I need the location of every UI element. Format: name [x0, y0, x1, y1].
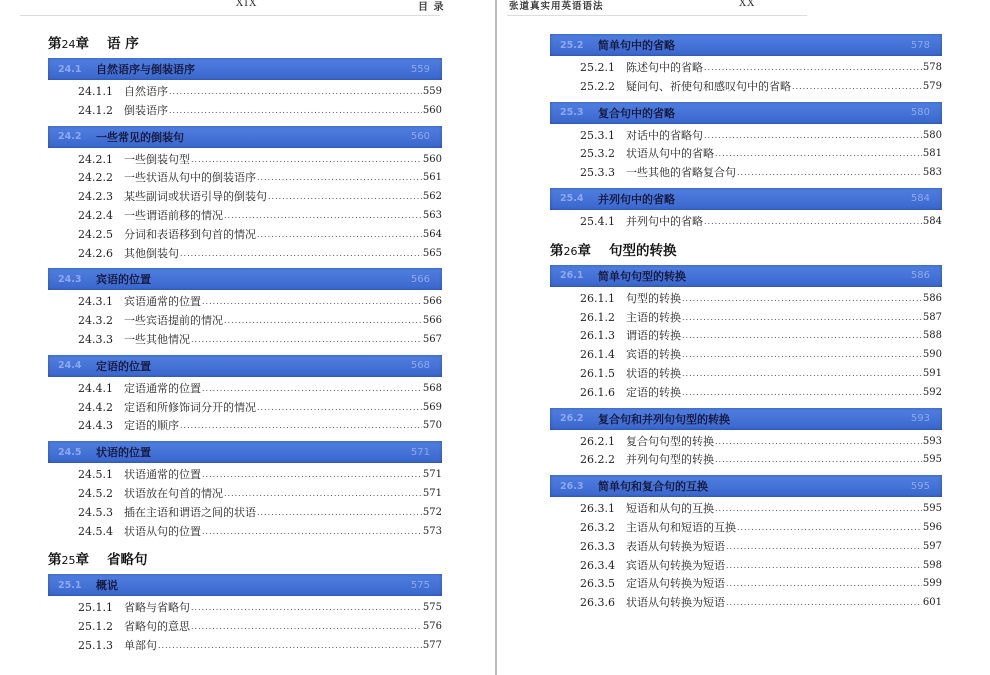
section-number: 26.1 [560, 270, 584, 282]
chapter-number: 26 [563, 244, 578, 258]
entry-title: 表语从句转换为短语 [626, 539, 725, 553]
entry-number: 25.3.2 [580, 147, 615, 161]
dot-leader [169, 102, 422, 121]
entry-title: 谓语的转换 [626, 329, 681, 343]
entry-page: 565 [422, 247, 442, 259]
entry-number: 24.4.1 [78, 381, 113, 395]
entry-title: 定语通常的位置 [124, 381, 201, 395]
toc-entry[interactable] [550, 78, 942, 97]
toc-entry[interactable] [550, 127, 942, 146]
entry-title: 对话中的省略句 [626, 128, 703, 142]
header-rule [507, 15, 807, 16]
toc-entry[interactable] [48, 380, 442, 399]
dot-leader [191, 618, 422, 637]
section-bar[interactable] [48, 574, 442, 596]
entry-title: 主语的转换 [626, 310, 681, 324]
entry-page: 588 [922, 330, 942, 342]
section-page: 571 [410, 446, 430, 458]
toc-entry[interactable] [550, 575, 942, 594]
entry-number: 25.1.3 [78, 638, 113, 652]
dot-leader [257, 399, 422, 418]
entry-number: 25.2.1 [580, 61, 615, 74]
dot-leader [224, 207, 422, 226]
section-bar[interactable] [550, 408, 942, 430]
section-bar[interactable] [48, 268, 442, 290]
dot-leader [682, 365, 922, 384]
entry-number: 24.3.3 [78, 332, 113, 346]
entry-page: 560 [422, 153, 442, 165]
section-page: 566 [410, 273, 430, 285]
toc-entry[interactable] [48, 102, 442, 121]
section-number: 24.4 [58, 360, 82, 372]
dot-leader [726, 594, 922, 613]
entry-page: 591 [922, 367, 942, 379]
entry-page: 598 [922, 559, 942, 571]
dot-leader [202, 523, 422, 542]
entry-title: 其他倒装句 [124, 246, 179, 260]
toc-column [48, 30, 442, 661]
dot-leader [682, 290, 922, 309]
dot-leader [158, 637, 422, 656]
chapter-heading[interactable] [48, 34, 442, 58]
section-bar[interactable] [48, 126, 442, 148]
entry-number: 24.2.2 [78, 171, 113, 185]
entry-number: 25.3.3 [580, 166, 615, 180]
entry-page: 573 [422, 525, 442, 537]
toc-entry[interactable] [550, 384, 942, 403]
toc-entry[interactable] [48, 599, 442, 618]
toc-entry[interactable] [550, 365, 942, 384]
entry-page: 568 [422, 382, 442, 394]
entry-title: 主语从句和短语的互换 [626, 520, 736, 534]
entry-list [48, 290, 442, 354]
entry-title: 宾语从句转换为短语 [626, 558, 725, 572]
entry-page: 590 [922, 349, 942, 361]
entry-page: 559 [422, 86, 442, 97]
chapter-number: 24 [61, 38, 76, 51]
chapter-prefix: 第 [550, 242, 564, 259]
entry-page: 571 [422, 469, 442, 481]
entry-number: 26.1.3 [580, 329, 615, 343]
toc-entry[interactable] [550, 500, 942, 519]
toc-entry[interactable] [48, 207, 442, 226]
section-number: 26.3 [560, 480, 584, 492]
entry-page: 566 [422, 296, 442, 308]
entry-number: 24.5.3 [78, 505, 113, 519]
entry-list [48, 463, 442, 546]
toc-entry[interactable] [550, 594, 942, 613]
entry-title: 句型的转换 [626, 291, 681, 305]
section-number: 25.3 [560, 107, 584, 119]
entry-title: 定语的顺序 [124, 419, 179, 433]
section-number: 25.1 [58, 579, 82, 591]
dot-leader [726, 557, 922, 576]
toc-entry[interactable] [48, 485, 442, 504]
section-page: 568 [410, 360, 430, 372]
entry-page: 570 [422, 420, 442, 432]
section-number: 26.2 [560, 413, 584, 425]
toc-entry[interactable] [48, 188, 442, 207]
chapter-title: 句型的转换 [609, 242, 677, 259]
entry-number: 25.2.2 [580, 79, 615, 93]
entry-number: 26.3.4 [580, 558, 615, 572]
entry-title: 陈述句中的省略 [626, 61, 703, 74]
entry-page: 597 [922, 540, 942, 552]
toc-entry[interactable] [48, 417, 442, 436]
dot-leader [224, 312, 422, 331]
entry-page: 560 [422, 104, 442, 116]
dot-leader [682, 327, 922, 346]
entry-title: 省略句的意思 [124, 620, 190, 634]
dot-leader [257, 226, 422, 245]
right-page [497, 0, 990, 675]
toc-entry[interactable] [550, 557, 942, 576]
section-page: 580 [910, 107, 930, 119]
chapter-suffix: 章 [577, 242, 591, 259]
toc-entry[interactable] [48, 523, 442, 542]
dot-leader [180, 417, 422, 436]
toc-entry[interactable] [550, 213, 942, 232]
dot-leader [191, 599, 422, 618]
entry-number: 24.1.1 [78, 85, 113, 98]
toc-entry[interactable] [48, 83, 442, 102]
entry-page: 583 [922, 167, 942, 179]
toc-entry[interactable] [48, 312, 442, 331]
header-rule [20, 15, 440, 16]
dot-leader [715, 451, 922, 470]
toc-entry[interactable] [48, 399, 442, 418]
entry-title: 状语从句转换为短语 [626, 596, 725, 610]
entry-title: 疑问句、祈使句和感叹句中的省略 [626, 79, 791, 93]
section-title: 自然语序与倒装语序 [96, 63, 195, 76]
entry-number: 24.3.2 [78, 314, 113, 328]
dot-leader [715, 145, 922, 164]
dot-leader [224, 485, 422, 504]
entry-title: 单部句 [124, 638, 157, 652]
entry-page: 562 [422, 191, 442, 203]
dot-leader [202, 380, 422, 399]
dot-leader [257, 504, 422, 523]
toc-entry[interactable] [550, 433, 942, 452]
entry-page: 595 [922, 454, 942, 466]
section-bar[interactable] [48, 58, 442, 80]
dot-leader [726, 538, 922, 557]
dot-leader [726, 575, 922, 594]
entry-title: 自然语序 [124, 85, 168, 98]
entry-page: 581 [922, 148, 942, 160]
entry-number: 26.3.5 [580, 577, 615, 591]
toc-entry[interactable] [48, 245, 442, 264]
toc-entry[interactable] [48, 293, 442, 312]
running-head: 目 录 [418, 2, 445, 13]
entry-page: 580 [922, 129, 942, 141]
section-title: 定语的位置 [96, 359, 151, 373]
entry-page: 593 [922, 435, 942, 447]
section-page: 559 [410, 63, 430, 75]
entry-number: 25.4.1 [580, 214, 615, 228]
entry-number: 25.3.1 [580, 128, 615, 142]
entry-title: 定语和所修饰词分开的情况 [124, 400, 256, 414]
entry-number: 25.1.2 [78, 620, 113, 634]
entry-page: 587 [922, 311, 942, 323]
entry-number: 24.5.4 [78, 524, 113, 538]
section-page: 586 [910, 270, 930, 282]
entry-number: 24.2.1 [78, 152, 113, 166]
section-page: 595 [910, 480, 930, 492]
entry-list [550, 430, 942, 476]
dot-leader [682, 346, 922, 365]
toc-entry[interactable] [550, 519, 942, 538]
toc-entry[interactable] [550, 164, 942, 183]
section-bar[interactable] [550, 475, 942, 497]
entry-number: 24.4.2 [78, 400, 113, 414]
entry-number: 26.2.1 [580, 434, 615, 448]
dot-leader [715, 433, 922, 452]
entry-list [550, 497, 942, 618]
entry-page: 566 [422, 315, 442, 327]
entry-page: 579 [922, 80, 942, 92]
toc-entry[interactable] [48, 226, 442, 245]
section-number: 24.5 [58, 446, 82, 458]
entry-title: 定语从句转换为短语 [626, 577, 725, 591]
entry-title: 一些状语从句中的倒装语序 [124, 171, 256, 185]
dot-leader [268, 188, 422, 207]
section-page: 578 [910, 39, 930, 51]
page-number: XIX [236, 0, 258, 9]
entry-title: 定语的转换 [626, 385, 681, 399]
section-bar[interactable] [550, 34, 942, 56]
entry-title: 省略与省略句 [124, 601, 190, 615]
entry-number: 24.5.2 [78, 486, 113, 500]
entry-number: 24.2.5 [78, 227, 113, 241]
entry-page: 569 [422, 401, 442, 413]
dot-leader [202, 466, 422, 485]
chapter-suffix: 章 [75, 36, 89, 52]
entry-page: 571 [422, 487, 442, 499]
toc-entry[interactable] [550, 145, 942, 164]
entry-list [48, 596, 442, 660]
entry-page: 599 [922, 578, 942, 590]
entry-title: 一些倒装句型 [124, 152, 190, 166]
entry-title: 复合句句型的转换 [626, 434, 714, 448]
entry-number: 24.3.1 [78, 295, 113, 309]
section-title: 一些常见的倒装句 [96, 130, 184, 144]
entry-page: 577 [422, 639, 442, 651]
dot-leader [737, 519, 922, 538]
entry-title: 短语和从句的互换 [626, 502, 714, 516]
section-page: 593 [910, 413, 930, 425]
entry-title: 一些其他的省略复合句 [626, 166, 736, 180]
entry-title: 状语从句中的省略 [626, 147, 714, 161]
entry-page: 596 [922, 521, 942, 533]
entry-list [550, 287, 942, 408]
entry-number: 26.1.2 [580, 310, 615, 324]
entry-number: 24.2.3 [78, 190, 113, 204]
dot-leader [704, 59, 922, 78]
section-bar[interactable] [550, 188, 942, 210]
section-title: 简单句句型的转换 [598, 269, 686, 283]
section-number: 24.3 [58, 273, 82, 285]
chapter-prefix: 第 [48, 36, 62, 52]
dot-leader [169, 83, 422, 102]
entry-title: 一些谓语前移的情况 [124, 208, 223, 222]
section-title: 复合句中的省略 [598, 106, 675, 120]
entry-number: 24.2.4 [78, 208, 113, 222]
entry-number: 26.3.1 [580, 502, 615, 516]
book-title: 张道真实用英语语法 [509, 1, 604, 12]
entry-number: 24.2.6 [78, 246, 113, 260]
entry-list [48, 377, 442, 441]
section-number: 25.2 [560, 39, 584, 51]
entry-number: 26.3.3 [580, 539, 615, 553]
chapter-prefix: 第 [48, 552, 62, 569]
dot-leader [715, 500, 922, 519]
entry-title: 宾语的转换 [626, 348, 681, 362]
section-bar[interactable] [48, 355, 442, 377]
section-title: 状语的位置 [96, 446, 151, 460]
entry-title: 宾语通常的位置 [124, 295, 201, 309]
entry-title: 状语放在句首的情况 [124, 486, 223, 500]
dot-leader [737, 164, 922, 183]
entry-list [48, 148, 442, 269]
entry-number: 26.1.4 [580, 348, 615, 362]
entry-title: 并列句中的省略 [626, 214, 703, 228]
dot-leader [704, 213, 922, 232]
chapter-heading[interactable] [550, 241, 942, 265]
section-page: 575 [410, 579, 430, 591]
entry-title: 插在主语和谓语之间的状语 [124, 505, 256, 519]
section-bar[interactable] [48, 441, 442, 463]
entry-number: 26.1.6 [580, 385, 615, 399]
toc-entry[interactable] [550, 309, 942, 328]
toc-entry[interactable] [48, 466, 442, 485]
toc-entry[interactable] [550, 346, 942, 365]
dot-leader [202, 293, 422, 312]
entry-number: 24.4.3 [78, 419, 113, 433]
entry-page: 578 [922, 62, 942, 73]
section-bar[interactable] [550, 265, 942, 287]
section-title: 宾语的位置 [96, 273, 151, 287]
dot-leader [191, 151, 422, 170]
dot-leader [180, 245, 422, 264]
entry-list [550, 210, 942, 237]
entry-page: 563 [422, 209, 442, 221]
entry-number: 25.1.1 [78, 601, 113, 615]
entry-number: 26.2.2 [580, 453, 615, 467]
section-bar[interactable] [550, 102, 942, 124]
chapter-title: 语 序 [107, 36, 139, 52]
section-title: 简单句中的省略 [598, 39, 675, 52]
entry-page: 586 [922, 292, 942, 304]
dot-leader [682, 309, 922, 328]
section-page: 560 [410, 131, 430, 143]
section-number: 24.1 [58, 63, 82, 75]
dot-leader [704, 127, 922, 146]
section-number: 24.2 [58, 131, 82, 143]
entry-page: 595 [922, 503, 942, 515]
entry-page: 576 [422, 621, 442, 633]
entry-number: 24.5.1 [78, 468, 113, 482]
dot-leader [792, 78, 922, 97]
section-title: 概说 [96, 579, 118, 593]
toc-column [550, 34, 942, 618]
entry-title: 一些其他情况 [124, 332, 190, 346]
entry-page: 564 [422, 228, 442, 240]
entry-list [550, 56, 942, 102]
dot-leader [191, 331, 422, 350]
toc-entry[interactable] [48, 504, 442, 523]
entry-title: 倒装语序 [124, 103, 168, 117]
chapter-suffix: 章 [75, 552, 89, 569]
entry-number: 26.3.2 [580, 520, 615, 534]
entry-number: 26.1.1 [580, 291, 615, 305]
entry-title: 状语通常的位置 [124, 468, 201, 482]
entry-page: 572 [422, 506, 442, 518]
section-title: 复合句和并列句句型的转换 [598, 412, 730, 426]
section-title: 并列句中的省略 [598, 192, 675, 206]
dot-leader [682, 384, 922, 403]
entry-page: 601 [922, 597, 942, 609]
entry-page: 584 [922, 215, 942, 227]
entry-number: 24.1.2 [78, 103, 113, 117]
dot-leader [257, 169, 422, 188]
chapter-title: 省略句 [107, 552, 148, 569]
chapter-heading[interactable] [48, 550, 442, 574]
entry-number: 26.1.5 [580, 366, 615, 380]
entry-title: 一些宾语提前的情况 [124, 314, 223, 328]
toc-entry[interactable] [550, 290, 942, 309]
toc-entry[interactable] [550, 538, 942, 557]
entry-list [550, 124, 942, 188]
entry-title: 状语的转换 [626, 366, 681, 380]
entry-title: 分词和表语移到句首的情况 [124, 227, 256, 241]
toc-entry[interactable] [550, 59, 942, 78]
entry-list [48, 80, 442, 126]
entry-title: 状语从句的位置 [124, 524, 201, 538]
page-number: XX [739, 0, 756, 9]
toc-entry[interactable] [48, 151, 442, 170]
toc-entry[interactable] [550, 451, 942, 470]
entry-page: 575 [422, 602, 442, 614]
toc-entry[interactable] [48, 331, 442, 350]
entry-page: 567 [422, 333, 442, 345]
entry-title: 某些副词或状语引导的倒装句 [124, 190, 267, 204]
chapter-number: 25 [61, 554, 76, 568]
entry-page: 592 [922, 386, 942, 398]
section-page: 584 [910, 193, 930, 205]
toc-entry[interactable] [48, 618, 442, 637]
section-number: 25.4 [560, 193, 584, 205]
section-title: 简单句和复合句的互换 [598, 480, 708, 494]
entry-page: 561 [422, 172, 442, 184]
toc-entry[interactable] [550, 327, 942, 346]
toc-entry[interactable] [48, 637, 442, 656]
entry-number: 26.3.6 [580, 596, 615, 610]
toc-entry[interactable] [48, 169, 442, 188]
entry-title: 并列句句型的转换 [626, 453, 714, 467]
